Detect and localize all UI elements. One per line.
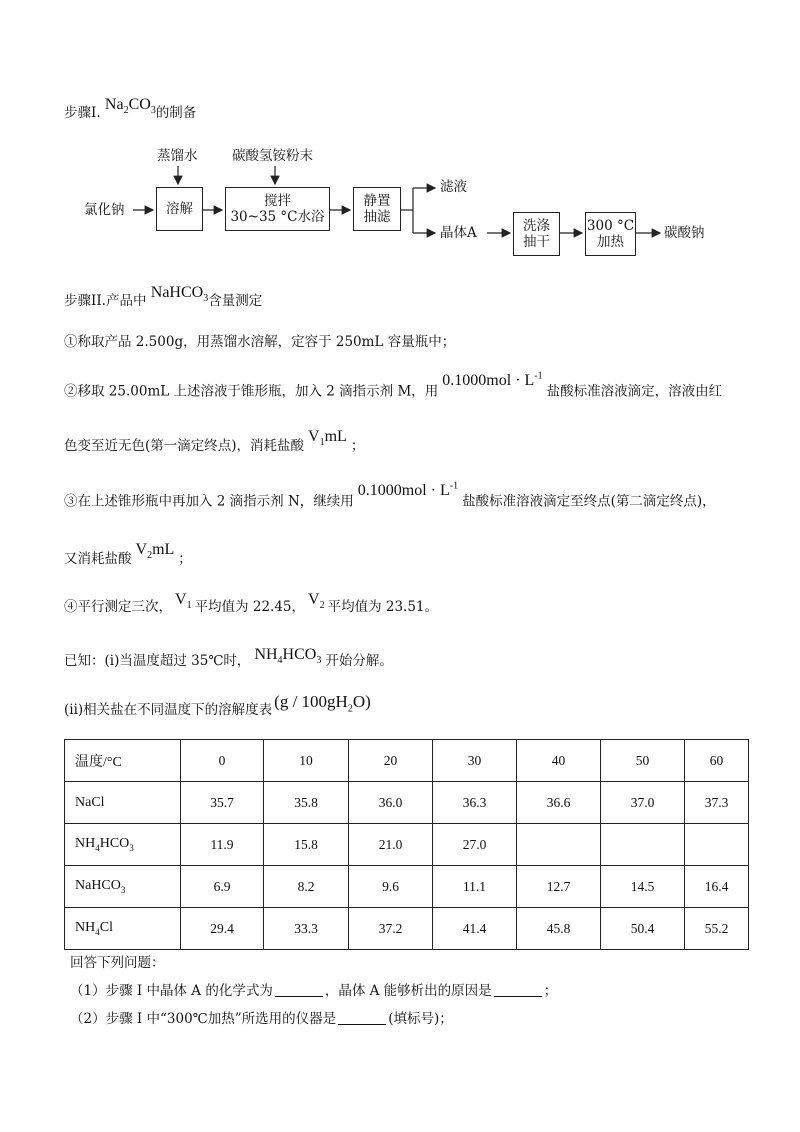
box-stir-line2: 30~35 °C水浴 <box>230 209 325 225</box>
answer-blank-1[interactable] <box>275 984 323 997</box>
header-cell: 温度/°C <box>65 740 181 782</box>
table-row <box>65 866 749 908</box>
table-cell: 50.4 <box>601 908 685 950</box>
box-settle-line1: 静置 <box>363 193 391 209</box>
table-row <box>65 782 749 824</box>
nh4hco3-formula: $NH_4HCO_3$ <box>254 646 322 667</box>
known-1-text-b: 开始分解。 <box>325 653 393 669</box>
solubility-unit: $(g / 100gH_2O)$ <box>274 692 371 715</box>
table-cell: 11.9 <box>181 824 264 866</box>
crystal-a-label: 晶体A <box>440 225 477 241</box>
header-cell: 20 <box>349 740 433 782</box>
table-cell <box>517 824 601 866</box>
v1-formula: $V_1mL$ <box>308 428 347 449</box>
item-4-text-b: 平均值为 22.45， <box>194 599 306 615</box>
question-1 <box>70 982 557 1000</box>
solubility-table <box>64 739 749 950</box>
item-2-line1 <box>64 371 723 400</box>
question-1-text-b: ，晶体 A 能够析出的原因是 <box>324 983 492 999</box>
header-cell: 40 <box>517 740 601 782</box>
table-cell: 37.2 <box>349 908 433 950</box>
header-cell: 30 <box>433 740 517 782</box>
table-cell: 36.0 <box>349 782 433 824</box>
item-3-semicolon: ； <box>178 551 192 567</box>
known-2-text: (ii)相关盐在不同温度下的溶解度表 <box>64 702 273 718</box>
header-cell: 50 <box>601 740 685 782</box>
v2-formula: $V_2mL$ <box>135 541 175 562</box>
table-cell: 55.2 <box>685 908 749 950</box>
item-2-text-b: 盐酸标准溶液滴定，溶液由红 <box>546 383 723 400</box>
table-cell: 21.0 <box>349 824 433 866</box>
table-header-row <box>65 740 749 782</box>
table-cell: 8.2 <box>264 866 349 908</box>
table-cell: 11.1 <box>433 866 517 908</box>
step2-prefix: 步骤II.产品中 <box>64 293 147 309</box>
box-wash <box>513 212 560 256</box>
na2co3-formula: $Na_2CO_3$ <box>104 96 156 117</box>
input-powder: 碳酸氢铵粉末 <box>232 148 313 164</box>
table-row <box>65 824 749 866</box>
answer-blank-3[interactable] <box>338 1012 386 1025</box>
item-3-line1 <box>64 481 716 510</box>
answer-blank-2[interactable] <box>494 984 542 997</box>
question-1-text-c: ； <box>543 983 558 999</box>
box-heat-line1: 300 °C <box>586 218 635 234</box>
start-nacl: 氯化钠 <box>84 202 125 218</box>
item-4-text-a: ④平行测定三次， <box>64 599 172 615</box>
box-dissolve-label: 溶解 <box>166 201 193 217</box>
table-cell: 35.8 <box>264 782 349 824</box>
table-cell: 35.7 <box>181 782 264 824</box>
table-cell: 45.8 <box>517 908 601 950</box>
header-cell: 60 <box>685 740 749 782</box>
row-label-nh4hco3: $NH_4HCO_3$ <box>65 824 181 866</box>
item-1: ①称取产品 2.500g，用蒸馏水溶解，定容于 250mL 容量瓶中； <box>64 334 456 350</box>
item-3-text-c: 又消耗盐酸 <box>64 551 132 567</box>
step1-prefix: 步骤I. <box>64 105 101 121</box>
input-water: 蒸馏水 <box>157 148 198 164</box>
table-cell: 33.3 <box>264 908 349 950</box>
box-heat <box>585 212 636 256</box>
table-cell: 9.6 <box>349 866 433 908</box>
box-dissolve <box>156 187 203 231</box>
step1-suffix: 的制备 <box>155 105 197 121</box>
item-2-line2 <box>64 428 365 461</box>
box-heat-line2: 加热 <box>597 234 624 250</box>
product-label: 碳酸钠 <box>664 225 705 241</box>
item-2-text-a: ②移取 25.00mL 上述溶液于锥形瓶，加入 2 滴指示剂 M，用 <box>64 383 439 400</box>
item-3-line2 <box>64 541 192 574</box>
box-settle-line2: 抽滤 <box>363 209 391 225</box>
table-cell: 37.0 <box>601 782 685 824</box>
header-cell: 10 <box>264 740 349 782</box>
table-cell: 27.0 <box>433 824 517 866</box>
conc-formula-2: $0.1000mol \cdot L^{-1}$ <box>357 481 459 500</box>
table-cell <box>685 824 749 866</box>
table-cell: 36.3 <box>433 782 517 824</box>
question-2 <box>70 1010 453 1028</box>
question-2-text-a: （2）步骤 I 中“300℃加热”所选用的仪器是 <box>70 1011 337 1027</box>
table-cell: 14.5 <box>601 866 685 908</box>
known-2 <box>64 692 371 725</box>
table-cell: 41.4 <box>433 908 517 950</box>
item-2-text-c: 色变至近无色(第一滴定终点)，消耗盐酸 <box>64 438 305 454</box>
known-1 <box>64 646 393 676</box>
box-wash-line1: 洗涤 <box>523 218 550 234</box>
v2-symbol: $V_2$ <box>308 591 325 612</box>
table-cell: 6.9 <box>181 866 264 908</box>
item-2-semicolon: ； <box>350 438 365 454</box>
item-3-text-a: ③在上述锥形瓶中再加入 2 滴指示剂 N，继续用 <box>64 493 354 510</box>
box-wash-line2: 抽干 <box>523 234 550 250</box>
table-cell: 37.3 <box>685 782 749 824</box>
item-4-text-c: 平均值为 23.51。 <box>327 599 439 615</box>
table-cell: 15.8 <box>264 824 349 866</box>
item-3-text-b: 盐酸标准溶液滴定至终点(第二滴定终点)， <box>462 493 716 510</box>
header-cell: 0 <box>181 740 264 782</box>
v1-symbol: $V_1$ <box>175 591 192 612</box>
table-cell: 16.4 <box>685 866 749 908</box>
filtrate-label: 滤液 <box>440 179 467 195</box>
conc-formula-1: $0.1000mol \cdot L^{-1}$ <box>442 371 543 390</box>
row-label-nacl: NaCl <box>65 782 181 824</box>
item-4 <box>64 591 439 622</box>
question-2-text-b: (填标号)； <box>388 1011 453 1027</box>
table-row <box>65 908 749 950</box>
row-label-nh4cl: $NH_4Cl$ <box>65 908 181 950</box>
table-cell: 36.6 <box>517 782 601 824</box>
table-cell <box>601 824 685 866</box>
step2-suffix: 含量测定 <box>208 293 263 309</box>
table-cell: 12.7 <box>517 866 601 908</box>
nahco3-formula: NaHCO$_3$ <box>150 284 209 305</box>
table-cell: 29.4 <box>181 908 264 950</box>
questions-intro: 回答下列问题： <box>70 955 165 971</box>
row-label-nahco3: NaHCO$_3$ <box>65 866 181 908</box>
known-1-text-a: 已知：(i)当温度超过 35℃时， <box>64 653 251 669</box>
box-stir <box>225 187 330 231</box>
question-1-text-a: （1）步骤 I 中晶体 A 的化学式为 <box>70 983 273 999</box>
box-stir-line1: 搅拌 <box>264 193 291 209</box>
box-settle <box>353 187 401 231</box>
step2-heading <box>64 284 263 316</box>
